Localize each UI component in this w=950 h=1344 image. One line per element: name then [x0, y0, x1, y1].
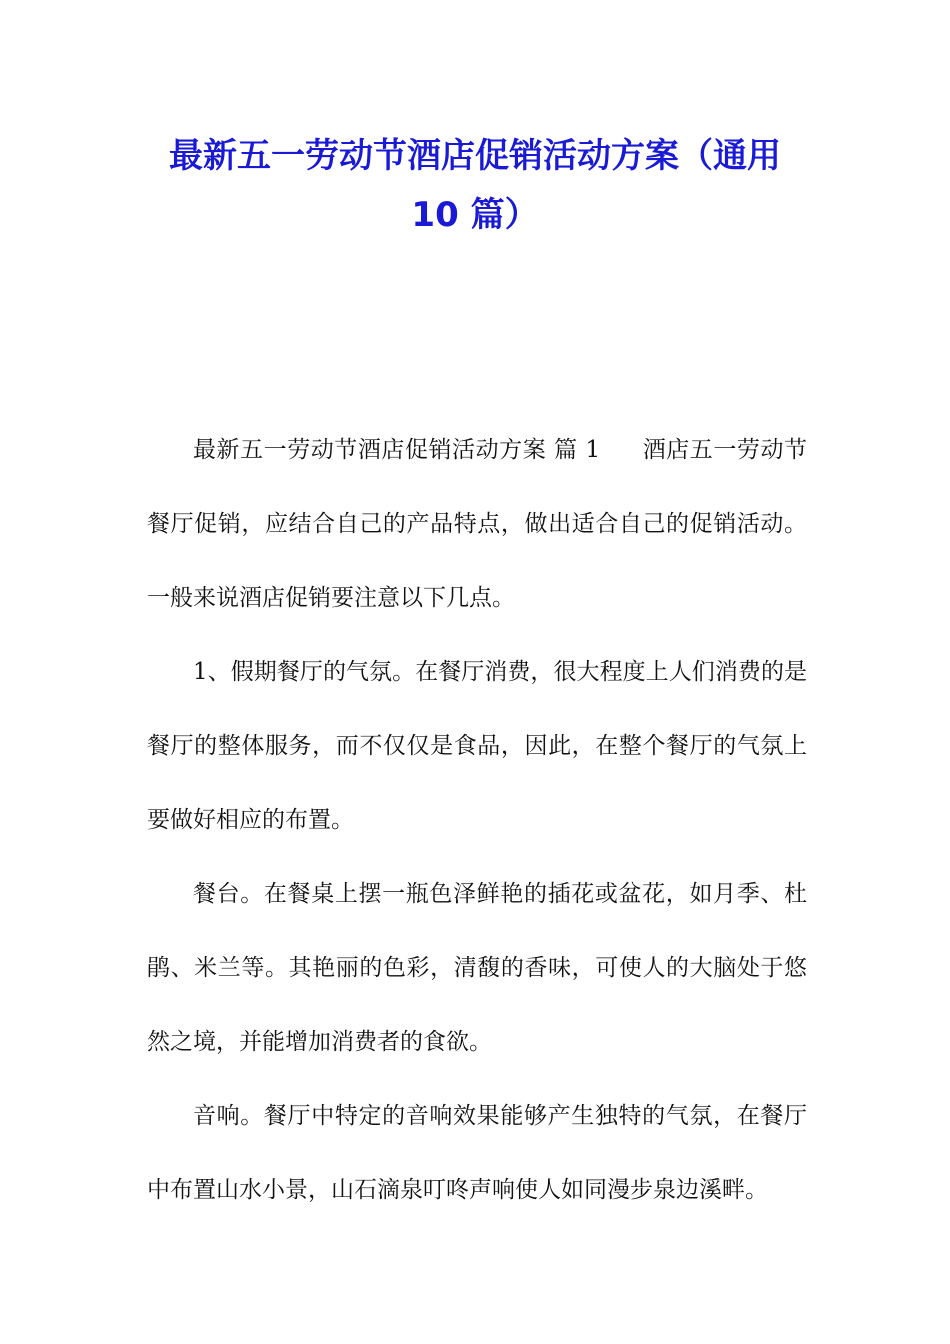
paragraph-intro — [147, 413, 807, 635]
document-title — [120, 128, 830, 243]
title-line-2: 10 篇） — [411, 195, 539, 235]
paragraph-atmosphere: 1、假期餐厅的气氛。在餐厅消费，很大程度上人们消费的是餐厅的整体服务，而不仅仅是食品，因此，在整个餐厅的气氛上要做好相应的布置。 — [147, 659, 807, 833]
document-body — [147, 413, 807, 1227]
paragraph-text: 酒店五一劳动节餐厅促销，应结合自己的产品特点，做出适合自己的促销活动。一般来说酒店促销要注意以下几点。 — [147, 437, 808, 611]
paragraph-table: 餐台。在餐桌上摆一瓶色泽鲜艳的插花或盆花，如月季、杜鹃、米兰等。其艳丽的色彩，清馥的香味，可使人的大脑处于悠然之境，并能增加消费者的食欲。 — [147, 881, 807, 1055]
title-line-1: 最新五一劳动节酒店促销活动方案（通用 — [169, 136, 781, 176]
section-heading: 最新五一劳动节酒店促销活动方案 篇 1 — [193, 437, 601, 463]
paragraph-sound: 音响。餐厅中特定的音响效果能够产生独特的气氛，在餐厅中布置山水小景，山石滴泉叮咚声响使人如同漫步泉边溪畔。 — [147, 1103, 807, 1203]
